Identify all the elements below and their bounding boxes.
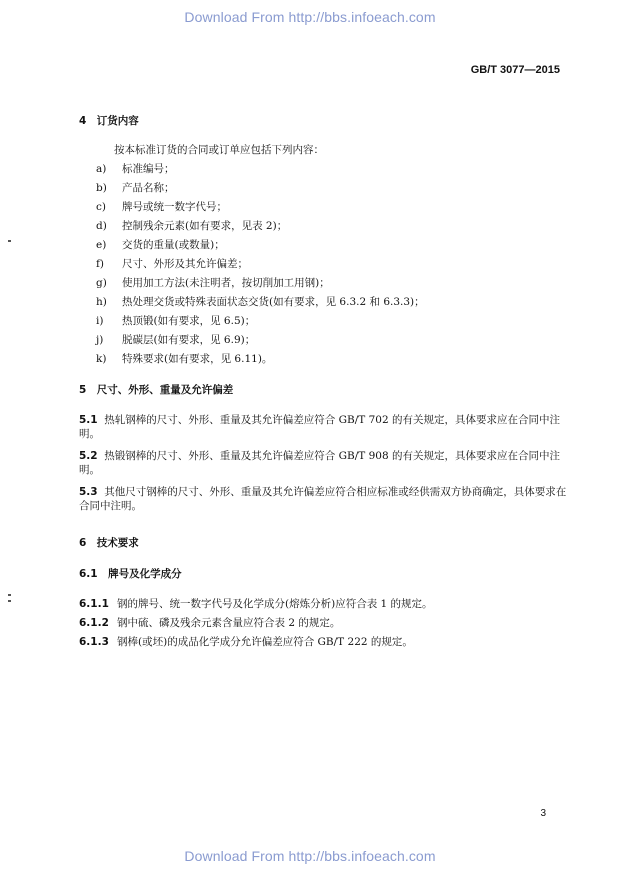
list-item (96, 295, 425, 309)
section-5-heading: 5 尺寸、外形、重量及允许偏差 (79, 384, 234, 396)
list-marker: d) (96, 220, 107, 232)
list-text: 尺寸、外形及其允许偏差； (122, 258, 248, 270)
list-marker: k) (96, 353, 107, 365)
section-4-intro: 按本标准订货的合同或订单应包括下列内容： (114, 144, 324, 156)
watermark-bottom[interactable]: Download From http://bbs.infoeach.com (184, 848, 436, 864)
document-code: GB/T 3077—2015 (470, 64, 560, 76)
section-4-heading: 4 订货内容 (79, 115, 139, 127)
list-text: 脱碳层(如有要求，见 6.9)； (122, 334, 256, 346)
page-number: 3 (540, 808, 546, 819)
list-item (96, 352, 272, 366)
list-text: 控制残余元素(如有要求，见表 2)； (122, 220, 288, 232)
list-text: 热顶锻(如有要求，见 6.5)； (122, 315, 256, 327)
clause-number: 5.1 (79, 414, 98, 426)
list-text: 热处理交货或特殊表面状态交货(如有要求，见 6.3.2 和 6.3.3)； (122, 296, 425, 308)
clause-6-1-2 (79, 616, 340, 630)
clause-text: 钢中硫、磷及残余元素含量应符合表 2 的规定。 (117, 617, 341, 629)
clause-number: 6.1.3 (79, 636, 109, 648)
list-marker: e) (96, 239, 107, 251)
list-marker: f) (96, 258, 104, 270)
clause-6-1-3 (79, 635, 413, 649)
list-item (96, 181, 175, 195)
list-item (96, 257, 248, 271)
list-item (96, 333, 255, 347)
clause-number: 6.1.1 (79, 598, 109, 610)
clause-text: 热锻钢棒的尺寸、外形、重量及其允许偏差应符合 GB/T 908 的有关规定，具体要求应在合同中注明。 (79, 450, 560, 476)
list-marker: g) (96, 277, 107, 289)
list-item (96, 219, 287, 233)
list-marker: c) (96, 201, 106, 213)
watermark-top[interactable]: Download From http://bbs.infoeach.com (184, 9, 436, 25)
list-marker: j) (96, 334, 104, 346)
section-6-heading: 6 技术要求 (79, 537, 139, 549)
clause-text: 其他尺寸钢棒的尺寸、外形、重量及其允许偏差应符合相应标准或经供需双方协商确定，具体要求在合同中注明。 (79, 486, 567, 512)
list-text: 标准编号； (122, 163, 175, 175)
clause-number: 6.1.2 (79, 617, 109, 629)
scan-artifact (8, 240, 11, 242)
list-marker: a) (96, 163, 107, 175)
list-item (96, 238, 225, 252)
list-text: 特殊要求(如有要求，见 6.11)。 (122, 353, 273, 365)
list-text: 使用加工方法(未注明者，按切削加工用钢)； (122, 277, 330, 289)
clause-number: 5.3 (79, 486, 98, 498)
list-marker: b) (96, 182, 107, 194)
paragraph-5-1 (79, 413, 571, 441)
clause-text: 热轧钢棒的尺寸、外形、重量及其允许偏差应符合 GB/T 702 的有关规定，具体要求应在合同中注明。 (79, 414, 560, 440)
list-marker: i) (96, 315, 104, 327)
list-text: 产品名称； (122, 182, 175, 194)
clause-text: 钢棒(或坯)的成品化学成分允许偏差应符合 GB/T 222 的规定。 (117, 636, 413, 648)
clause-text: 钢的牌号、统一数字代号及化学成分(熔炼分析)应符合表 1 的规定。 (117, 598, 433, 610)
list-item (96, 314, 255, 328)
list-item (96, 276, 330, 290)
list-item (96, 162, 175, 176)
scan-artifact (8, 600, 11, 602)
clause-number: 5.2 (79, 450, 98, 462)
list-marker: h) (96, 296, 107, 308)
clause-6-1-1 (79, 597, 433, 611)
paragraph-5-2 (79, 449, 571, 477)
list-item (96, 200, 227, 214)
paragraph-5-3 (79, 485, 571, 513)
scan-artifact (8, 594, 11, 596)
list-text: 牌号或统一数字代号； (122, 201, 227, 213)
list-text: 交货的重量(或数量)； (122, 239, 225, 251)
section-6-1-heading: 6.1 牌号及化学成分 (79, 568, 182, 580)
